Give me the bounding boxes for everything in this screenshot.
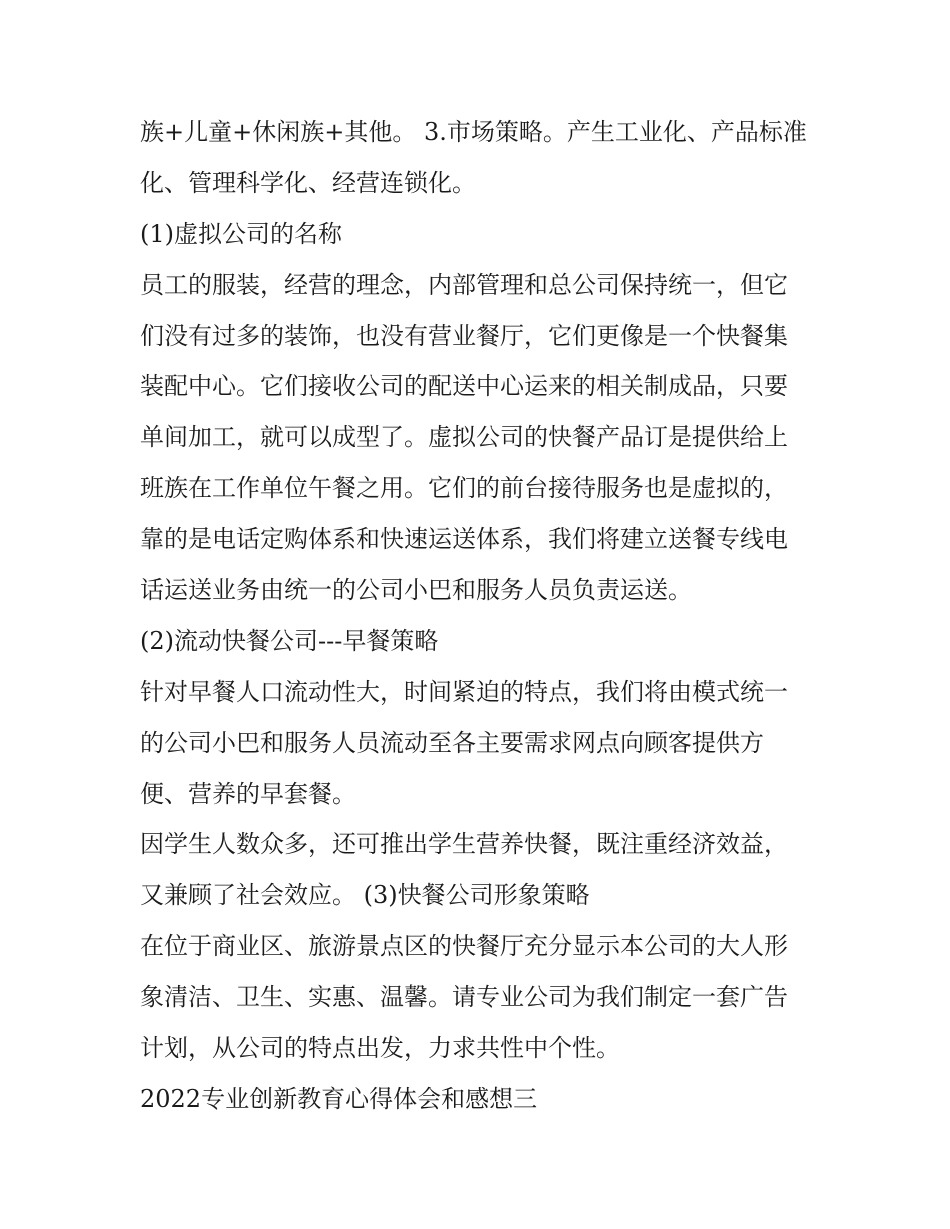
text-line: 单间加工，就可以成型了。虚拟公司的快餐产品订是提供给上 (140, 423, 788, 452)
text-line: 便、营养的早套餐。 (140, 779, 356, 808)
text-line: 针对早餐人口流动性大，时间紧迫的特点，我们将由模式统一 (140, 677, 788, 706)
text-line: 话运送业务由统一的公司小巴和服务人员负责运送。 (140, 576, 692, 605)
text-line: 装配中心。它们接收公司的配送中心运来的相关制成品，只要 (140, 372, 788, 401)
section-heading: (1)虚拟公司的名称 (140, 219, 342, 248)
text-line: 在位于商业区、旅游景点区的快餐厅充分显示本公司的大人形 (140, 932, 788, 961)
section-heading: (2)流动快餐公司---早餐策略 (140, 626, 439, 655)
text-line: 靠的是电话定购体系和快速运送体系，我们将建立送餐专线电 (140, 525, 788, 554)
text-line: 们没有过多的装饰，也没有营业餐厅，它们更像是一个快餐集 (140, 321, 788, 350)
text-line: 因学生人数众多，还可推出学生营养快餐，既注重经济效益， (140, 830, 788, 859)
text-line: 的公司小巴和服务人员流动至各主要需求网点向顾客提供方 (140, 728, 764, 757)
text-line: 又兼顾了社会效应。 (3)快餐公司形象策略 (140, 881, 590, 910)
text-line: 计划，从公司的特点出发，力求共性中个性。 (140, 1034, 620, 1063)
text-line: 班族在工作单位午餐之用。它们的前台接待服务也是虚拟的， (140, 474, 788, 503)
text-line: 族+儿童+休闲族+其他。 3.市场策略。产生工业化、产品标准 (140, 118, 807, 146)
text-line: 象清洁、卫生、实惠、温馨。请专业公司为我们制定一套广告 (140, 983, 788, 1012)
text-line: 员工的服装，经营的理念，内部管理和总公司保持统一，但它 (140, 270, 788, 299)
section-title: 2022专业创新教育心得体会和感想三 (140, 1084, 538, 1113)
text-line: 化、管理科学化、经营连锁化。 (140, 168, 476, 197)
document-body (140, 107, 830, 1125)
